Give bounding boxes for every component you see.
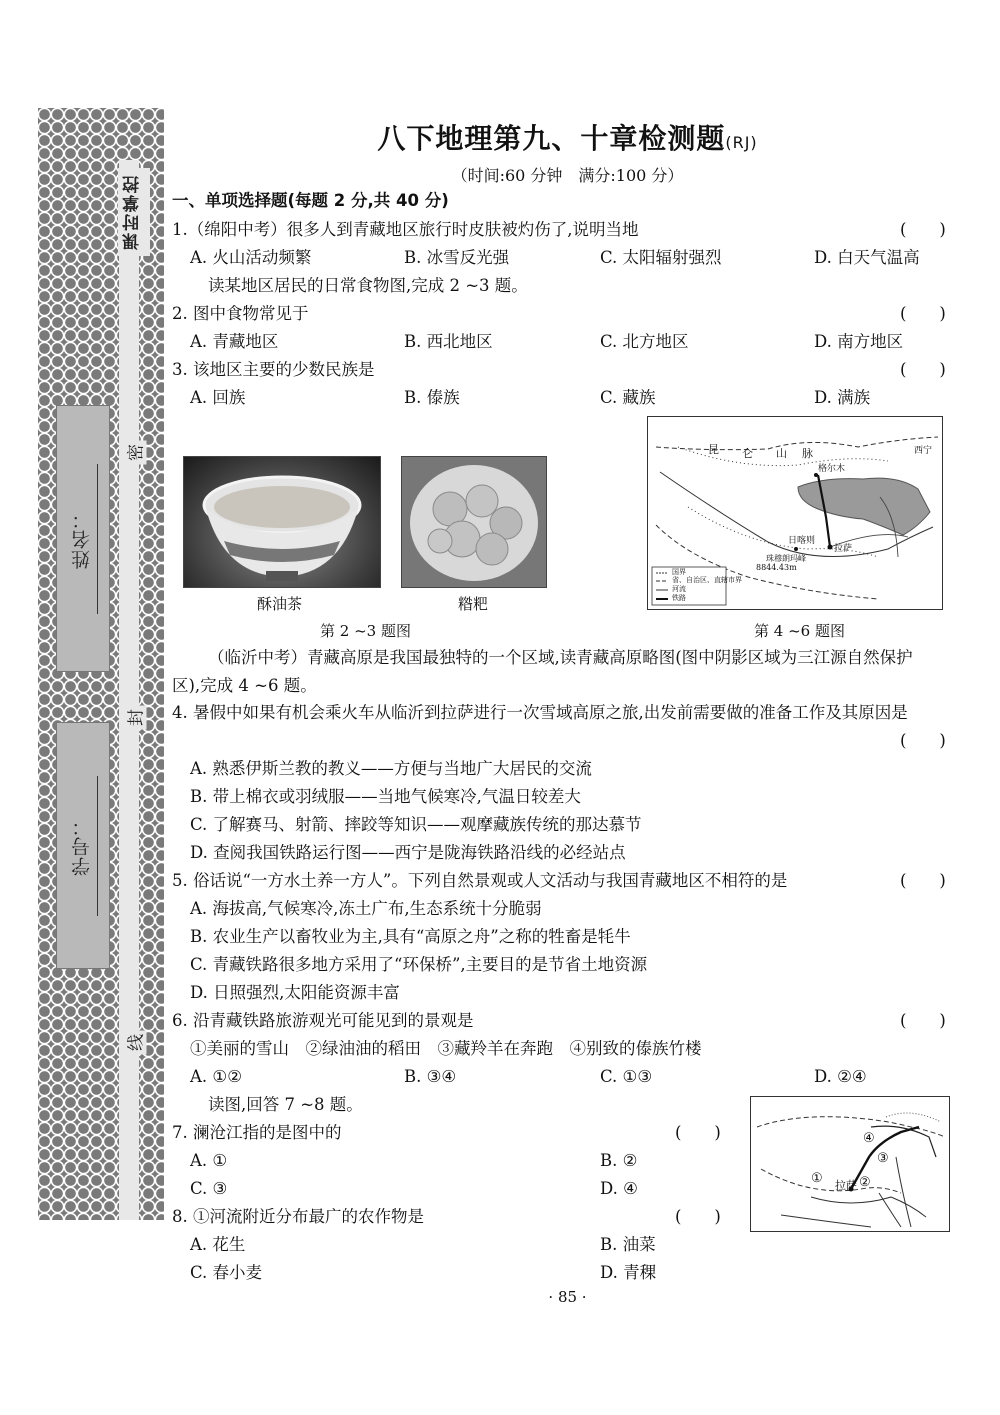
name-label: 姓名： <box>71 508 93 569</box>
q8-option-b[interactable]: B. 油菜 <box>600 1235 656 1254</box>
q1-stem: 1.（绵阳中考）很多人到青藏地区旅行时皮肤被灼伤了,说明当地 <box>172 220 639 239</box>
q5-option-a[interactable]: A. 海拔高,气候寒冷,冻土广布,生态系统十分脆弱 <box>190 899 542 918</box>
map-label-shan: 山 <box>776 447 787 460</box>
q2-option-c[interactable]: C. 北方地区 <box>600 332 689 351</box>
q4-stem: 4. 暑假中如果有机会乘火车从临沂到拉萨进行一次雪域高原之旅,出发前需要做的准备工作及其原因是 <box>172 703 908 722</box>
legend-railway: 铁路 <box>672 594 686 602</box>
intro-4-6-line2: 区),完成 4 ~6 题。 <box>172 676 317 695</box>
q1-answer-blank[interactable]: ( ) <box>900 220 946 239</box>
q3-answer-blank[interactable]: ( ) <box>900 360 946 379</box>
q1-option-d[interactable]: D. 白天气温高 <box>814 248 920 267</box>
q6-option-b[interactable]: B. ③④ <box>404 1067 457 1086</box>
q4-option-a[interactable]: A. 熟悉伊斯兰教的教义——方便与当地广大居民的交流 <box>190 759 592 778</box>
q6-stem: 6. 沿青藏铁路旅游观光可能见到的景观是 <box>172 1011 474 1030</box>
tea-bowl-image <box>184 457 380 587</box>
photo1-label: 酥油茶 <box>257 595 303 613</box>
page-number: · 85 · <box>548 1288 587 1306</box>
map-label-kun: 昆 <box>708 443 719 456</box>
name-field[interactable] <box>56 405 110 672</box>
photo2-label: 糌粑 <box>458 595 489 613</box>
figure-2-3-caption: 第 2 ~3 题图 <box>320 622 411 640</box>
legend-border: 国界 <box>672 568 686 576</box>
q3-stem: 3. 该地区主要的少数民族是 <box>172 360 375 379</box>
q3-option-c[interactable]: C. 藏族 <box>600 388 656 407</box>
q3-option-b[interactable]: B. 傣族 <box>404 388 460 407</box>
q5-option-c[interactable]: C. 青藏铁路很多地方采用了“环保桥”,主要目的是节省土地资源 <box>190 955 648 974</box>
legend-province: 省、自治区、直辖市界 <box>672 576 742 584</box>
student-id-label: 学号： <box>71 815 93 876</box>
q7-option-b[interactable]: B. ② <box>600 1151 638 1170</box>
seal-line-strip <box>119 160 139 1220</box>
q8-stem: 8. ①河流附近分布最广的农作物是 <box>172 1207 424 1226</box>
q2-stem: 2. 图中食物常见于 <box>172 304 309 323</box>
intro-4-6-line1: （临沂中考）青藏高原是我国最独特的一个区域,读青藏高原略图(图中阴影区域为三江源自然保护 <box>208 648 913 667</box>
q5-option-d[interactable]: D. 日照强烈,太阳能资源丰富 <box>190 983 400 1002</box>
river-label-2: ② <box>859 1175 871 1190</box>
q5-answer-blank[interactable]: ( ) <box>900 871 946 890</box>
q6-option-a[interactable]: A. ①② <box>190 1067 242 1086</box>
rivers-map <box>750 1096 950 1232</box>
q8-answer-blank[interactable]: ( ) <box>675 1207 721 1226</box>
exam-info: （时间:60 分钟 满分:100 分） <box>451 166 684 185</box>
q2-option-d[interactable]: D. 南方地区 <box>814 332 904 351</box>
map-label-shigatse: 日喀则 <box>788 536 816 546</box>
brand-label: 课时掌控 <box>118 168 150 256</box>
q6-option-c[interactable]: C. ①③ <box>600 1067 653 1086</box>
q4-option-d[interactable]: D. 查阅我国铁路运行图——西宁是陇海铁路沿线的必经站点 <box>190 843 626 862</box>
seal-char-mi: 密 <box>122 441 147 465</box>
map-label-everest: 珠穆朗玛峰 <box>766 554 806 563</box>
q6-items: ①美丽的雪山 ②绿油油的稻田 ③藏羚羊在奔跑 ④别致的傣族竹楼 <box>190 1039 702 1058</box>
q7-answer-blank[interactable]: ( ) <box>675 1123 721 1142</box>
q6-option-d[interactable]: D. ②④ <box>814 1067 867 1086</box>
map-label-xining: 西宁 <box>914 446 933 456</box>
river-label-3: ③ <box>877 1151 889 1166</box>
map-label-lhasa-2: 拉萨 <box>835 1179 857 1192</box>
seal-char-xian: 线 <box>122 1031 147 1055</box>
q5-stem: 5. 俗话说“一方水土养一方人”。下列自然景观或人文活动与我国青藏地区不相符的是 <box>172 871 788 890</box>
map-label-golmud: 格尔木 <box>818 464 846 474</box>
q4-option-b[interactable]: B. 带上棉衣或羽绒服——当地气候寒冷,气温日较差大 <box>190 787 581 806</box>
map-label-lhasa: 拉萨 <box>834 544 853 554</box>
map-label-mai: 脉 <box>802 447 813 460</box>
q2-answer-blank[interactable]: ( ) <box>900 304 946 323</box>
q4-answer-blank[interactable]: ( ) <box>900 731 946 750</box>
student-id-field[interactable] <box>56 722 110 969</box>
tsampa-image <box>402 457 546 587</box>
q1-option-c[interactable]: C. 太阳辐射强烈 <box>600 248 722 267</box>
q4-option-c[interactable]: C. 了解赛马、射箭、摔跤等知识——观摩藏族传统的那达慕节 <box>190 815 642 834</box>
q7-option-d[interactable]: D. ④ <box>600 1179 638 1198</box>
legend-river: 河流 <box>672 585 686 593</box>
title-suffix: (RJ) <box>725 133 758 152</box>
river-label-4: ④ <box>863 1131 875 1146</box>
intro-7-8: 读图,回答 7 ~8 题。 <box>208 1095 363 1114</box>
intro-2-3: 读某地区居民的日常食物图,完成 2 ~3 题。 <box>208 276 528 295</box>
river-label-1: ① <box>811 1171 823 1186</box>
rivers-map-drawing <box>751 1097 949 1231</box>
map-label-lun: 仑 <box>742 447 753 460</box>
q2-option-b[interactable]: B. 西北地区 <box>404 332 493 351</box>
seal-char-feng: 封 <box>122 706 147 730</box>
q8-option-c[interactable]: C. 春小麦 <box>190 1263 263 1282</box>
q7-stem: 7. 澜沧江指的是图中的 <box>172 1123 342 1142</box>
q1-option-b[interactable]: B. 冰雪反光强 <box>404 248 510 267</box>
q5-option-b[interactable]: B. 农业生产以畜牧业为主,具有“高原之舟”之称的牲畜是牦牛 <box>190 927 631 946</box>
butter-tea-photo <box>183 456 381 588</box>
q8-option-d[interactable]: D. 青稞 <box>600 1263 657 1282</box>
q3-option-a[interactable]: A. 回族 <box>190 388 246 407</box>
q6-answer-blank[interactable]: ( ) <box>900 1011 946 1030</box>
q7-option-a[interactable]: A. ① <box>190 1151 228 1170</box>
tibet-plateau-map <box>647 416 943 610</box>
name-underline <box>97 464 98 614</box>
q7-option-c[interactable]: C. ③ <box>190 1179 228 1198</box>
id-underline <box>97 776 98 916</box>
section-heading: 一、单项选择题(每题 2 分,共 40 分) <box>172 191 449 210</box>
page-title: 八下地理第九、十章检测题(RJ) <box>377 122 758 155</box>
q2-option-a[interactable]: A. 青藏地区 <box>190 332 279 351</box>
tsampa-photo <box>401 456 547 588</box>
q8-option-a[interactable]: A. 花生 <box>190 1235 246 1254</box>
figure-4-6-caption: 第 4 ~6 题图 <box>754 622 845 640</box>
q1-option-a[interactable]: A. 火山活动频繁 <box>190 248 312 267</box>
q3-option-d[interactable]: D. 满族 <box>814 388 871 407</box>
map-label-elevation: 8844.43m <box>756 563 797 572</box>
